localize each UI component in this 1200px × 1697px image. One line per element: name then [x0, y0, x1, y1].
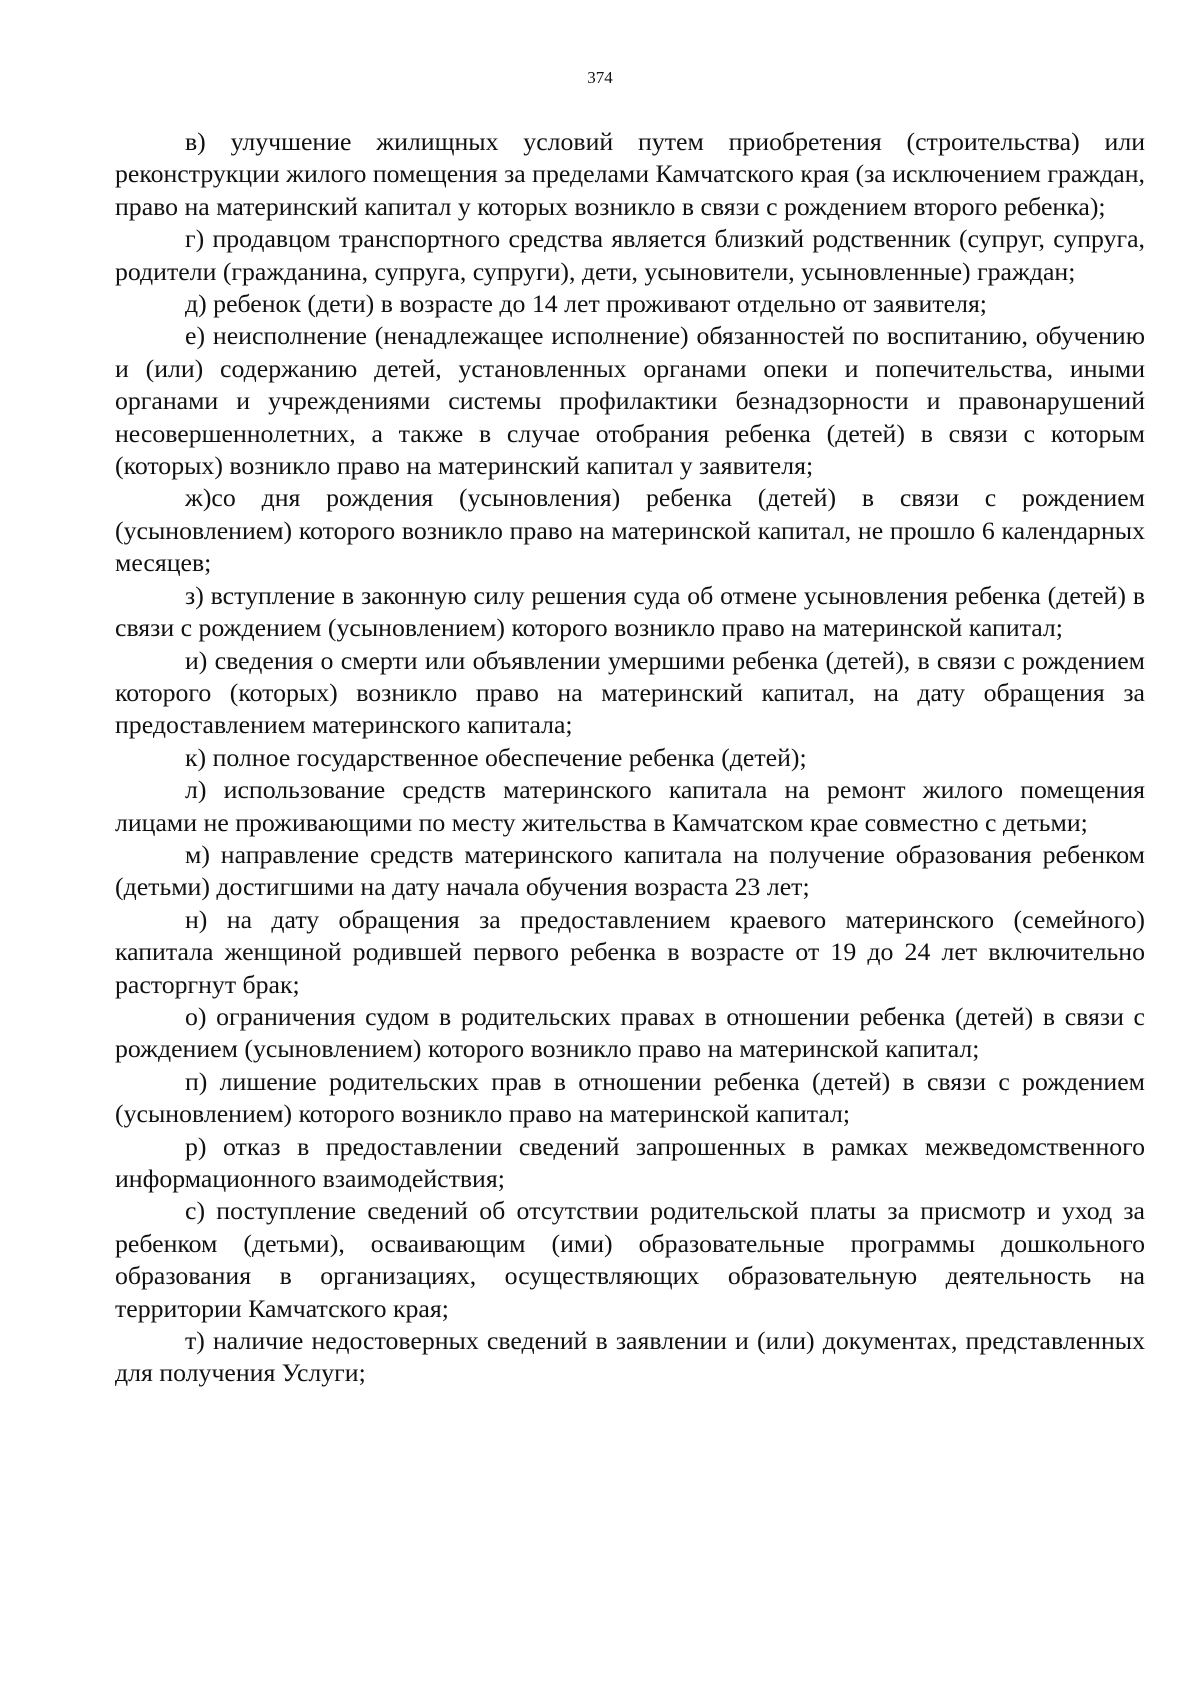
document-body — [115, 126, 1145, 1390]
paragraph-v: в) улучшение жилищных условий путем приобретения (строительства) или реконструкции жилого помещения за пределами Камчатского края (за исключением граждан, право на материнский капитал у которых возникло в связи с рождением второго ребенка); — [115, 127, 1145, 221]
paragraph-s: с) поступление сведений об отсутствии родительской платы за присмотр и уход за ребенком (детьми), осваивающим (ими) образовательные программы дошкольного образования в организациях, осуществляющих образовательную деятельность на территории Камчатского края; — [115, 1196, 1145, 1323]
paragraph-p: п) лишение родительских прав в отношении ребенка (детей) в связи с рождением (усыновлением) которого возникло право на материнской капитал; — [115, 1066, 1145, 1129]
paragraph-zh: ж)со дня рождения (усыновления) ребенка (детей) в связи с рождением (усыновлением) которого возникло право на материнской капитал, не прошло 6 календарных месяцев; — [115, 483, 1145, 578]
paragraph-i: и) сведения о смерти или объявлении умершими ребенка (детей), в связи с рождением которого (которых) возникло право на материнский капитал, на дату обращения за предоставлением материнского капитала; — [115, 645, 1145, 740]
page-number: 374 — [587, 68, 613, 87]
paragraph-o: о) ограничения судом в родительских правах в отношении ребенка (детей) в связи с рождением (усыновлением) которого возникло право на материнской капитал; — [115, 1001, 1145, 1064]
paragraph-r: р) отказ в предоставлении сведений запрошенных в рамках межведомственного информационного взаимодействия; — [115, 1131, 1145, 1193]
paragraph-l: л) использование средств материнского капитала на ремонт жилого помещения лицами не проживающими по месту жительства в Камчатском крае совместно с детьми; — [115, 775, 1145, 837]
paragraph-e: е) неисполнение (ненадлежащее исполнение) обязанностей по воспитанию, обучению и (или) содержанию детей, установленных органами опеки и попечительства, иными органами и учреждениями системы профилактики безнадзорности и правонарушений несовершеннолетних, а также в случае отобрания ребенка (детей) в связи с которым (которых) возникло право на материнский капитал у заявителя; — [115, 321, 1145, 481]
paragraph-t: т) наличие недостоверных сведений в заявлении и (или) документах, представленных для получения Услуги; — [115, 1326, 1145, 1388]
paragraph-z: з) вступление в законную силу решения суда об отмене усыновления ребенка (детей) в связи с рождением (усыновлением) которого возникло право на материнской капитал; — [115, 580, 1145, 643]
paragraph-m: м) направление средств материнского капитала на получение образования ребенком (детьми) достигшими на дату начала обучения возраста 23 лет; — [115, 839, 1145, 902]
paragraph-n: н) на дату обращения за предоставлением краевого материнского (семейного) капитала женщиной родившей первого ребенка в возрасте от 19 до 24 лет включительно расторгнут брак; — [115, 904, 1145, 999]
paragraph-g: г) продавцом транспортного средства является близкий родственник (супруг, супруга, родители (гражданина, супруга, супруги), дети, усыновители, усыновленные) граждан; — [115, 224, 1145, 286]
paragraph-k: к) полное государственное обеспечение ребенка (детей); — [185, 742, 807, 772]
paragraph-d: д) ребенок (дети) в возрасте до 14 лет проживают отдельно от заявителя; — [185, 289, 987, 319]
